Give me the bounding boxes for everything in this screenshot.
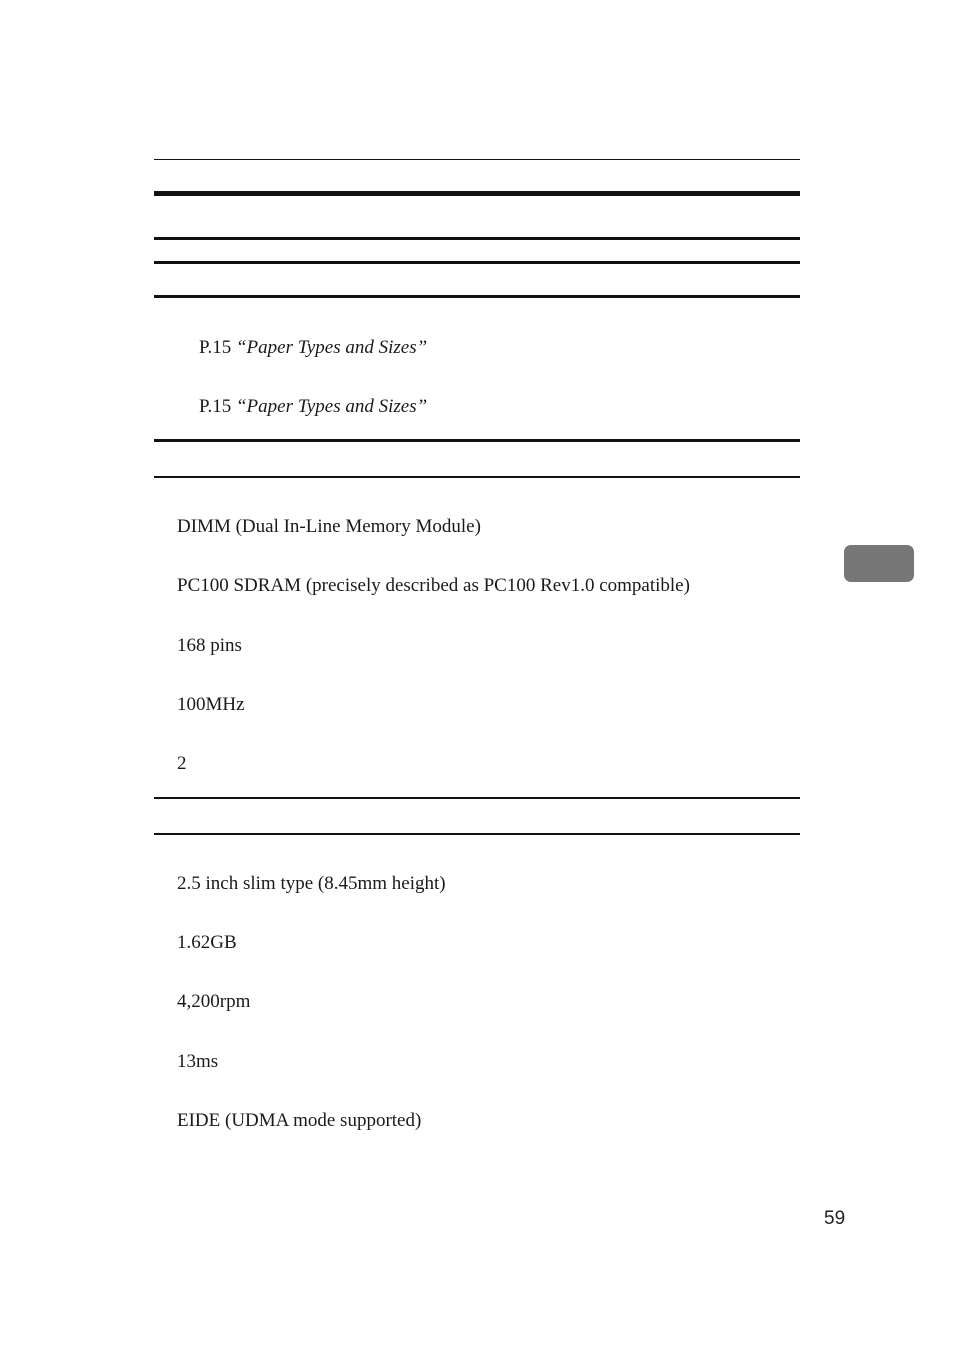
section-rule <box>154 295 800 298</box>
page-number: 59 <box>824 1208 846 1229</box>
section-rule <box>154 237 800 240</box>
memory-type: PC100 SDRAM (precisely described as PC100 Rev1.0 compatible) <box>177 575 690 596</box>
memory-section-rule <box>154 439 800 442</box>
hdd-section-rule <box>154 833 800 835</box>
hdd-access-time: 13ms <box>177 1051 219 1072</box>
hdd-form-factor: 2.5 inch slim type (8.45mm height) <box>177 873 446 894</box>
memory-section-rule <box>154 476 800 478</box>
hdd-section-rule <box>154 797 800 799</box>
memory-slots: 2 <box>177 753 187 774</box>
memory-module-type: DIMM (Dual In-Line Memory Module) <box>177 516 481 537</box>
section-rule <box>154 261 800 264</box>
memory-speed: 100MHz <box>177 694 245 715</box>
reference-page-link[interactable]: P.15 <box>199 396 232 417</box>
paper-reference <box>199 396 427 418</box>
hdd-interface: EIDE (UDMA mode supported) <box>177 1110 422 1131</box>
chapter-tab <box>844 545 914 582</box>
hdd-rotation-speed: 4,200rpm <box>177 991 251 1012</box>
header-rule <box>154 159 800 160</box>
reference-page-link[interactable]: P.15 <box>199 337 232 358</box>
reference-title[interactable]: “Paper Types and Sizes” <box>235 337 428 358</box>
section-rule-heavy <box>154 191 800 196</box>
paper-reference <box>199 337 427 359</box>
reference-title[interactable]: “Paper Types and Sizes” <box>235 396 428 417</box>
memory-pins: 168 pins <box>177 635 242 656</box>
hdd-capacity: 1.62GB <box>177 932 237 953</box>
